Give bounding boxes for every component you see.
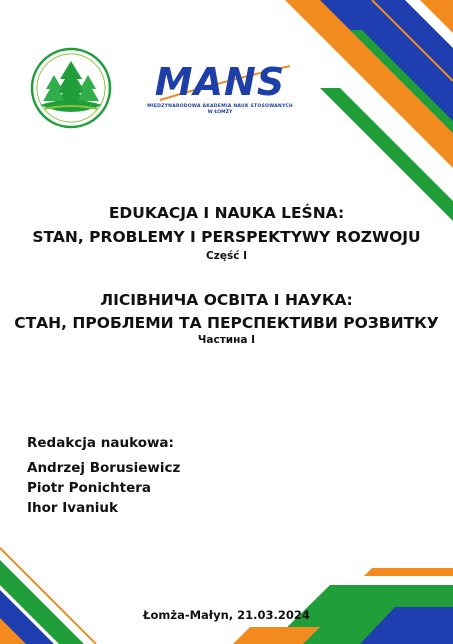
editor-name: Andrzej Borusiewicz	[27, 460, 181, 476]
title-uk-line2: СТАН, ПРОБЛЕМИ ТА ПЕРСПЕКТИВИ РОЗВИТКУ	[14, 314, 439, 332]
forest-trees-icon	[30, 47, 112, 129]
place-date: Łomża-Małyn, 21.03.2024	[143, 608, 310, 622]
title-pl-line2: STAN, PROBLEMY I PERSPEKTYWY ROZWOJU	[32, 228, 421, 246]
editor-name: Piotr Ponichtera	[27, 480, 152, 496]
stripe-orange-thin-bottom-right	[364, 568, 453, 576]
mans-subtitle-line2: W ŁOMŻY	[207, 110, 233, 115]
editor-name: Ihor Ivaniuk	[27, 500, 119, 516]
title-uk-line1: ЛІСІВНИЧА ОСВІТА І НАУКА:	[100, 291, 353, 309]
editors-label: Redakcja naukowa:	[27, 435, 174, 451]
title-pl-part: Część I	[206, 250, 247, 262]
forest-logo	[30, 47, 112, 129]
mans-subtitle-line1: MIĘDZYNARODOWA AKADEMIA NAUK STOSOWANYCH	[147, 104, 293, 109]
mans-wordmark: MANS	[154, 60, 286, 104]
title-pl-line1: EDUKACJA I NAUKA LEŚNA:	[108, 204, 345, 222]
title-uk-part: Частина I	[197, 334, 256, 346]
mans-logo	[140, 60, 300, 125]
